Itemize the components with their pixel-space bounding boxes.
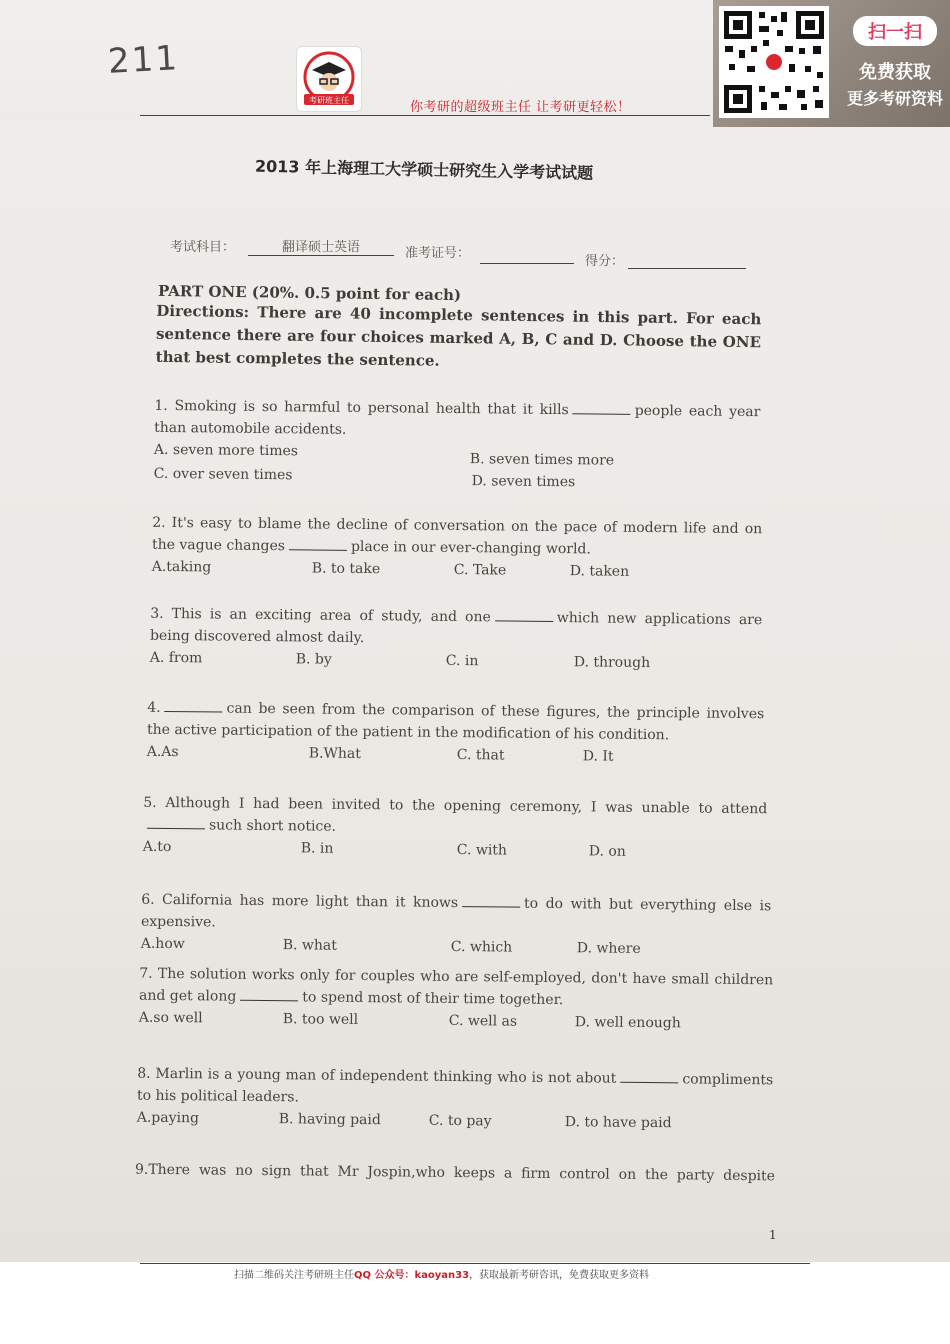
option-b: B. too well: [282, 1011, 359, 1028]
option-d: D. It: [582, 748, 614, 765]
score-label: 得分：: [585, 254, 625, 269]
answer-blank: [573, 413, 631, 415]
option-c: C. well as: [448, 1012, 518, 1030]
scan-badge: 扫一扫: [853, 16, 937, 46]
option-a: A.to: [142, 838, 172, 856]
question-stem-tail: which new applications are being discovered almost daily.: [149, 610, 763, 647]
question-4: [147, 697, 765, 769]
graduate-logo-icon: [300, 50, 358, 108]
question-stem: 3. This is an exciting area of study, and one: [150, 605, 491, 626]
question-1: [154, 395, 761, 493]
exam-title: 2013 年上海理工大学硕士研究生入学考试试题: [254, 156, 594, 183]
subject-label: 考试科目：: [170, 240, 236, 255]
footer-text: [234, 1266, 649, 1281]
option-a: A.so well: [138, 1009, 203, 1027]
answer-blank: [147, 828, 205, 830]
option-c: C. that: [456, 747, 505, 764]
option-b: B. what: [282, 937, 338, 954]
question-stem: 6. California has more light than it knows: [141, 891, 459, 912]
question-stem: 2. It's easy to blame the decline of conversation on the pace of modern life and on the vague changes: [151, 514, 763, 555]
question-stem: 5. Although I had been invited to the opening ceremony, I was unable to attend: [143, 794, 768, 818]
footer-divider: [140, 1263, 810, 1264]
footer-qq-value: kaoyan33: [414, 1270, 470, 1281]
question-stem-tail: such short notice.: [208, 817, 337, 835]
option-a: A. seven more times: [153, 441, 299, 460]
option-d: D. through: [573, 654, 651, 672]
option-a: A.how: [140, 935, 185, 953]
option-c: C. to pay: [428, 1112, 492, 1130]
question-stem-tail: compliments to his political leaders.: [136, 1071, 774, 1106]
option-c: C. Take: [453, 561, 507, 579]
part-one-directions: Directions: There are 40 incomplete sentences in this part. For each sentence there are four choices marked A, B, C and D. Choose the ONE that best completes the sentence.: [155, 301, 762, 370]
option-b: B. having paid: [278, 1111, 381, 1129]
option-b: B. by: [295, 651, 332, 668]
answer-blank: [620, 1082, 678, 1084]
option-a: A.paying: [136, 1109, 200, 1127]
subject-value: 翻译硕士英语: [248, 236, 394, 256]
page-number: 1: [769, 1228, 777, 1242]
question-stem: 1. Smoking is so harmful to personal health that it kills: [154, 397, 569, 419]
question-stem-tail: can be seen from the comparison of these figures, the principle involves the active participation of the patient in the modification of his condition.: [146, 700, 765, 744]
option-b: B. seven times more: [469, 451, 615, 469]
option-d: D. well enough: [574, 1014, 681, 1032]
question-stem: 9.There was no sign that Mr Jospin,who keeps a firm control on the party despite: [134, 1161, 776, 1185]
qr-code[interactable]: [719, 6, 829, 118]
question-8: [137, 1063, 774, 1136]
promo-banner[interactable]: [713, 0, 950, 127]
option-c: C. in: [445, 652, 479, 670]
question-stem: 8. Marlin is a young man of independent thinking who is not about: [137, 1065, 617, 1087]
option-a: A. from: [149, 649, 203, 667]
option-d: D. on: [588, 843, 626, 860]
question-5: [143, 792, 768, 865]
header-divider: [140, 115, 710, 116]
question-stem: 4.: [147, 699, 161, 716]
option-c: C. with: [456, 842, 508, 859]
question-6: [141, 889, 772, 962]
exam-id-field: [480, 249, 574, 264]
handwritten-code: 211: [107, 38, 180, 82]
option-d: D. where: [576, 940, 641, 957]
question-stem-tail: people each year than automobile accidents.: [154, 402, 761, 438]
answer-blank: [495, 620, 553, 622]
option-b: B.What: [308, 745, 361, 763]
option-d: D. seven times: [471, 473, 576, 491]
question-stem-tail: to do with but everything else is expensive.: [140, 895, 772, 931]
option-a: A.taking: [151, 558, 212, 576]
option-b: B. in: [300, 840, 334, 857]
option-a: A.As: [146, 743, 179, 761]
answer-blank: [165, 711, 223, 713]
promo-more-text: 更多考研资料: [846, 89, 943, 108]
subject-field: [248, 236, 394, 256]
footer-qq-label: QQ 公众号：: [354, 1270, 415, 1281]
qr-code-icon: [719, 6, 829, 118]
option-d: D. taken: [569, 563, 630, 580]
part-one-heading: PART ONE (20%. 0.5 point for each): [157, 281, 462, 305]
logo: [296, 46, 362, 112]
question-stem-tail: place in our ever-changing world.: [350, 538, 591, 558]
score-field: [628, 254, 746, 269]
slogan: 你考研的超级班主任 让考研更轻松！: [410, 100, 631, 115]
option-d: D. to have paid: [564, 1114, 672, 1132]
footer-part1: 扫描二维码关注考研班主任: [234, 1270, 354, 1281]
exam-id-label: 准考证号：: [405, 246, 471, 261]
option-b: B. to take: [311, 560, 381, 578]
answer-blank: [240, 1000, 298, 1002]
question-stem: 7. The solution works only for couples who are self-employed, don't have small children and get along: [138, 965, 774, 1005]
footer-part2: ，获取最新考研咨讯，免费获取更多资料: [469, 1270, 650, 1281]
question-3: [150, 603, 763, 675]
promo-free-text: 免费获取: [859, 62, 931, 83]
question-2: [152, 512, 763, 584]
question-stem-tail: to spend most of their time together.: [302, 989, 564, 1009]
answer-blank: [462, 906, 520, 908]
option-c: C. which: [450, 938, 513, 956]
question-7: [139, 963, 774, 1036]
option-c: C. over seven times: [153, 465, 293, 484]
logo-text: 考研班主任: [309, 96, 349, 105]
answer-blank: [289, 549, 347, 551]
